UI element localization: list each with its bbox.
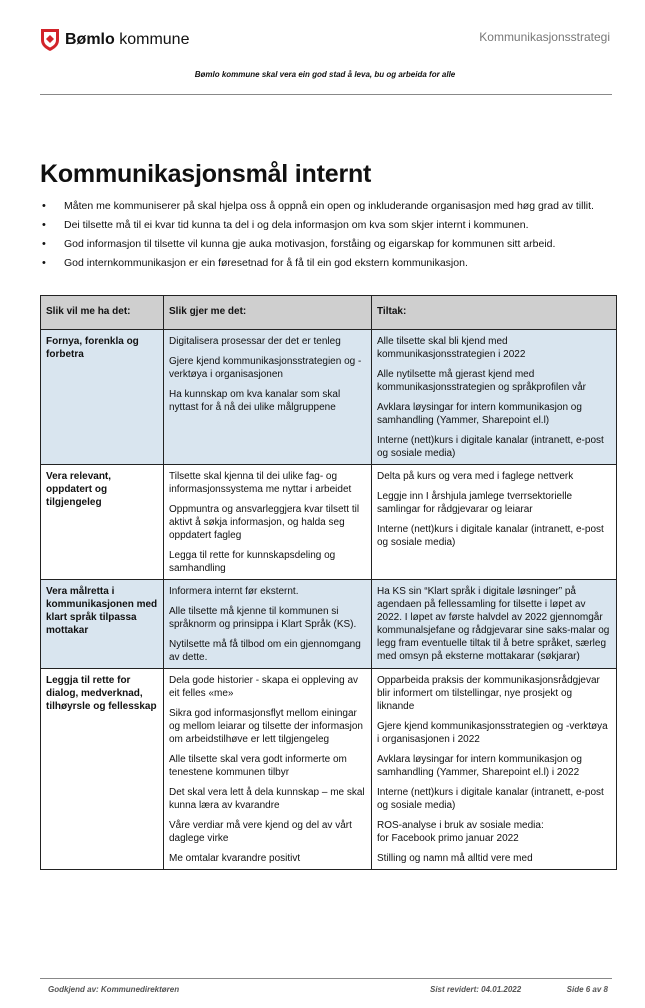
goal-cell: Fornya, forenkla og forbetra — [41, 330, 164, 465]
actions-item: Stilling og namn må alltid vere med — [377, 853, 533, 864]
actions-item: ROS-analyse i bruk av sosiale media: for Facebook primo januar 2022 — [377, 820, 544, 844]
page-title: Kommunikasjonsmål internt — [40, 160, 372, 188]
actions-item: Ha KS sin “Klart språk i digitale løsninger” på agendaen på fellessamling for tilsette i løpet av 2022. I løpet av første halvdel av 2022 gjennomgår kommunalsjefane og rådgjevarar sine saks-malar og legg fram eventuelle tiltak til å betre språket, særleg med omsyn på eksterne mottakarar (søkjarar) — [377, 586, 610, 662]
actions-item: Alle nytilsette må gjerast kjend med kommunikasjonsstrategien og språkprofilen vår — [377, 369, 586, 393]
actions-item: Opparbeida praksis der kommunikasjonsrådgjevar blir informert om tilstellingar, nye prosjekt og liknande — [377, 675, 600, 712]
how-item: Tilsette skal kjenna til dei ulike fag- og informasjonssystema me nyttar i arbeidet — [169, 471, 352, 495]
goal-cell: Vera målretta i kommunikasjonen med klart språk tilpassa mottakar — [41, 580, 164, 669]
header-divider — [40, 94, 612, 95]
table-row — [41, 465, 617, 580]
goal-cell: Vera relevant, oppdatert og tilgjengeleg — [41, 465, 164, 580]
actions-item: Avklara løysingar for intern kommunikasjon og samhandling (Yammer, Sharepoint el.l) i 2022 — [377, 754, 582, 778]
actions-cell — [372, 580, 617, 669]
how-item: Me omtalar kvarandre positivt — [169, 853, 301, 864]
actions-cell — [372, 465, 617, 580]
table-row — [41, 330, 617, 465]
table-header-row — [41, 296, 617, 330]
column-header-actions: Tiltak: — [372, 296, 617, 330]
actions-cell — [372, 669, 617, 870]
how-cell — [164, 465, 372, 580]
bullet-item: • God internkommunikasjon er ein føresetnad for å få til ein god ekstern kommunikasjon. — [40, 257, 612, 270]
communication-goals-table — [40, 295, 617, 870]
how-item: Det skal vera lett å dela kunnskap – me skal kunna læra av kvarandre — [169, 787, 365, 811]
actions-item: Alle tilsette skal bli kjend med kommunikasjonsstrategien i 2022 — [377, 336, 526, 360]
how-item: Våre verdiar må vere kjend og del av vårt daglege virke — [169, 820, 352, 844]
goal-cell: Leggja til rette for dialog, medverknad, tilhøyrsle og fellesskap — [41, 669, 164, 870]
actions-item: Interne (nett)kurs i digitale kanalar (intranett, e-post og sosiale media) — [377, 524, 604, 548]
table-row — [41, 580, 617, 669]
how-cell — [164, 580, 372, 669]
last-revised: Sist revidert: 04.01.2022 — [430, 985, 522, 994]
actions-item: Leggje inn I årshjula jamlege tverrsektorielle samlingar for rådgjevarar og leiarar — [377, 491, 573, 515]
how-item: Ha kunnskap om kva kanalar som skal nyttast for å nå dei ulike målgruppene — [169, 389, 341, 413]
table-row — [41, 669, 617, 870]
how-item: Alle tilsette må kjenne til kommunen si språknorm og prinsippa i Klart Språk (KS). — [169, 606, 357, 630]
how-item: Informera internt før eksternt. — [169, 586, 299, 597]
how-item: Digitalisera prosessar der det er tenleg — [169, 336, 341, 347]
actions-item: Gjere kjend kommunikasjonsstrategien og -verktøya i organisasjonen i 2022 — [377, 721, 608, 745]
actions-item: Delta på kurs og vera med i faglege nettverk — [377, 471, 574, 482]
how-item: Alle tilsette skal vera godt informerte om tenestene kommunen tilbyr — [169, 754, 347, 778]
how-cell — [164, 330, 372, 465]
approved-by: Godkjend av: Kommunedirektøren — [48, 985, 180, 994]
tagline: Bømlo kommune skal vera ein god stad å leva, bu og arbeida for alle — [194, 70, 456, 79]
intro-bullet-list — [40, 200, 612, 276]
bullet-item: • God informasjon til tilsette vil kunna gje auka motivasjon, forståing og eigarskap for kommunen sitt arbeid. — [40, 238, 612, 251]
logo-text: Bømlo kommune — [65, 31, 190, 48]
actions-item: Interne (nett)kurs i digitale kanalar (intranett, e-post og sosiale media) — [377, 435, 604, 459]
actions-cell — [372, 330, 617, 465]
column-header-goal: Slik vil me ha det: — [41, 296, 164, 330]
how-item: Oppmuntra og ansvarleggjera kvar tilsett til aktivt å søkja informasjon, og halda seg oppdatert fagleg — [169, 504, 360, 541]
page-footer — [40, 978, 612, 994]
municipality-logo — [40, 28, 189, 52]
how-item: Dela gode historier - skapa ei oppleving av eit felles «me» — [169, 675, 358, 699]
bullet-item: • Måten me kommuniserer på skal hjelpa oss å oppnå ein open og inkluderande organisasjon med høg grad av tillit. — [40, 200, 612, 213]
how-cell — [164, 669, 372, 870]
how-item: Legga til rette for kunnskapsdeling og samhandling — [169, 550, 336, 574]
column-header-how: Slik gjer me det: — [164, 296, 372, 330]
actions-item: Avklara løysingar for intern kommunikasjon og samhandling (Yammer, Sharepoint el.l) — [377, 402, 582, 426]
how-item: Gjere kjend kommunikasjonsstrategien og -verktøya i organisasjonen — [169, 356, 362, 380]
bullet-item: • Dei tilsette må til ei kvar tid kunna ta del i og dela informasjon om kva som skjer internt i kommunen. — [40, 219, 612, 232]
document-label: Kommunikasjonsstrategi — [479, 30, 610, 44]
page-number: Side 6 av 8 — [566, 985, 608, 994]
coat-of-arms-icon — [40, 28, 60, 52]
actions-item: Interne (nett)kurs i digitale kanalar (intranett, e-post og sosiale media) — [377, 787, 604, 811]
how-item: Nytilsette må få tilbod om ein gjennomgang av dette. — [169, 639, 361, 663]
page-header — [40, 28, 610, 56]
how-item: Sikra god informasjonsflyt mellom einingar og mellom leiarar og tilsette der informasjon om arbeidstilhøve er lett tilgjengeleg — [169, 708, 363, 745]
